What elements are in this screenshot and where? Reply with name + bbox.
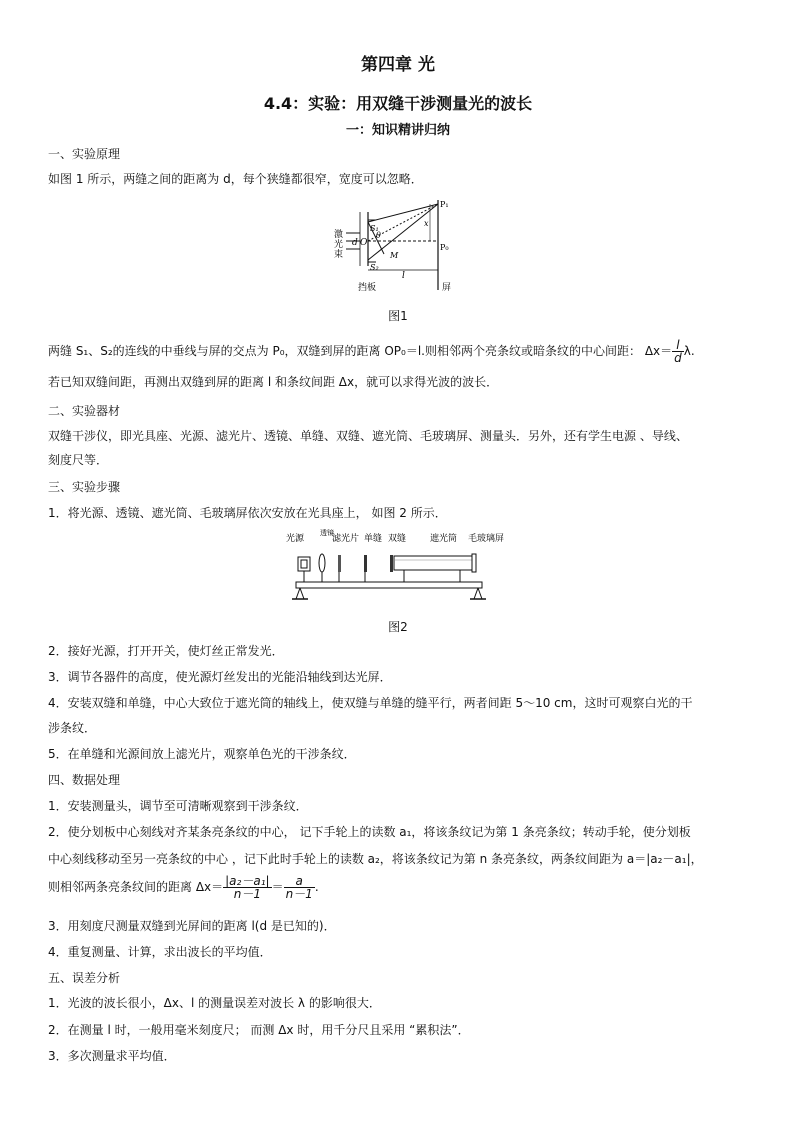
fraction-1-denominator: n－1 [233, 887, 261, 901]
data-item-2-line-2: 中心刻线移动至另一亮条纹的中心 ，记下此时手轮上的读数 a₂，将该条纹记为第 n 条亮条纹，两条纹间距为 a＝|a₂－a₁|， [48, 852, 703, 866]
label-o: O [360, 238, 368, 248]
formula-numerator: l [672, 339, 684, 352]
step-2: 2．接好光源，打开开关，使灯丝正常发光． [48, 644, 284, 658]
formula-lhs: Δx＝ [644, 344, 673, 358]
label-laser-1: 激 [334, 230, 344, 240]
chapter-title: 第四章 光 [361, 55, 435, 75]
data-fraction-2 [284, 875, 315, 900]
step-5: 5．在单缝和光源间放上滤光片，观察单色光的干涉条纹． [48, 747, 356, 761]
label-screen: 屏 [442, 283, 452, 293]
principle-para-1-text: 两缝 S₁、S₂的连线的中垂线与屏的交点为 P₀，双缝到屏的距离 OP₀＝l.则相邻两个亮条纹或暗条纹的中心间距： [48, 344, 641, 358]
label-filter: 滤光片 [332, 534, 360, 544]
data-formula-prefix: 则相邻两条亮条纹间的距离 Δx＝ [48, 880, 224, 894]
label-baffle: 挡板 [358, 283, 377, 293]
equipment-line-2: 刻度尺等． [48, 453, 109, 467]
figure-1-caption: 图1 [388, 309, 408, 323]
fraction-2-numerator: a [284, 875, 315, 888]
heading-data: 四、数据处理 [48, 773, 121, 787]
label-p0: P₀ [440, 243, 449, 252]
fraction-1-numerator: |a₂－a₁| [225, 874, 270, 888]
label-single-slit: 单缝 [364, 534, 383, 544]
label-p1: P₁ [440, 200, 449, 209]
step-3: 3．调节各器件的高度，使光源灯丝发出的光能沿轴线到达光屏． [48, 670, 392, 684]
data-item-2-line-3 [48, 875, 319, 900]
heading-equipment: 二、实验器材 [48, 404, 121, 418]
heading-principle: 一、实验原理 [48, 147, 121, 161]
data-formula-equals: ＝ [271, 880, 284, 894]
label-laser-3: 束 [334, 250, 344, 260]
label-frosted-screen: 毛玻璃屏 [468, 534, 505, 544]
label-lens: 透镜 [320, 529, 334, 537]
figure-2-caption: 图2 [388, 620, 408, 634]
label-d: d [352, 238, 358, 248]
fraction-2-denominator: n－1 [285, 887, 313, 901]
step-1: 1．将光源、透镜、遮光筒、毛玻璃屏依次安放在光具座上， 如图 2 所示． [48, 506, 447, 520]
error-item-3: 3．多次测量求平均值． [48, 1049, 176, 1063]
label-source: 光源 [286, 534, 305, 544]
data-item-4: 4．重复测量、计算，求出波长的平均值． [48, 945, 272, 959]
data-item-3: 3．用刻度尺测量双缝到光屏间的距离 l(d 是已知的)． [48, 919, 336, 933]
label-m: M [390, 251, 399, 260]
data-item-2-line-1: 2．使分划板中心刻线对齐某条亮条纹的中心， 记下手轮上的读数 a₁，将该条纹记为第 1 条亮条纹；转动手轮，使分划板 [48, 825, 691, 839]
data-item-1: 1．安装测量头，调节至可清晰观察到干涉条纹． [48, 799, 308, 813]
formula-rhs: λ. [683, 344, 695, 358]
step-4-line-2: 涉条纹． [48, 721, 97, 735]
data-fraction-1 [223, 875, 271, 900]
label-tube: 遮光筒 [430, 534, 458, 544]
formula-denominator: d [674, 351, 682, 365]
part-title: 一：知识精讲归纳 [345, 123, 450, 138]
error-item-2: 2．在测量 l 时，一般用毫米刻度尺； 而测 Δx 时，用千分尺且采用 “累积法”． [48, 1023, 470, 1037]
step-4-line-1: 4．安装双缝和单缝，中心大致位于遮光筒的轴线上，使双缝与单缝的缝平行，两者间距 5～10 cm，这时可观察白光的干 [48, 696, 693, 710]
data-formula-end: . [314, 880, 319, 894]
error-item-1: 1．光波的波长很小，Δx、l 的测量误差对波长 λ 的影响很大． [48, 996, 381, 1010]
equipment-line-1: 双缝干涉仪，即光具座、光源、滤光片、透镜、单缝、双缝、遮光筒、毛玻璃屏、测量头．另外，还有学生电源 、导线、 [48, 429, 688, 443]
label-s2: S₂ [370, 263, 379, 272]
principle-para-2: 若已知双缝间距，再测出双缝到屏的距离 l 和条纹间距 Δx，就可以求得光波的波长． [48, 375, 499, 389]
label-s1: S₁ [370, 224, 379, 233]
heading-steps: 三、实验步骤 [48, 480, 121, 494]
principle-para-1 [48, 339, 695, 364]
label-x: x [424, 219, 429, 228]
label-l: l [402, 271, 405, 281]
principle-intro: 如图 1 所示，两缝之间的距离为 d，每个狭缝都很窄，宽度可以忽略． [48, 172, 423, 186]
heading-error: 五、误差分析 [48, 971, 121, 985]
label-theta: θ [376, 231, 381, 240]
figure-1-diagram [330, 198, 480, 298]
label-laser-2: 光 [334, 240, 344, 250]
formula-fraction [672, 339, 684, 364]
label-double-slit: 双缝 [388, 534, 407, 544]
section-title: 4.4：实验：用双缝干涉测量光的波长 [263, 94, 533, 113]
figure-2-diagram [284, 527, 514, 607]
